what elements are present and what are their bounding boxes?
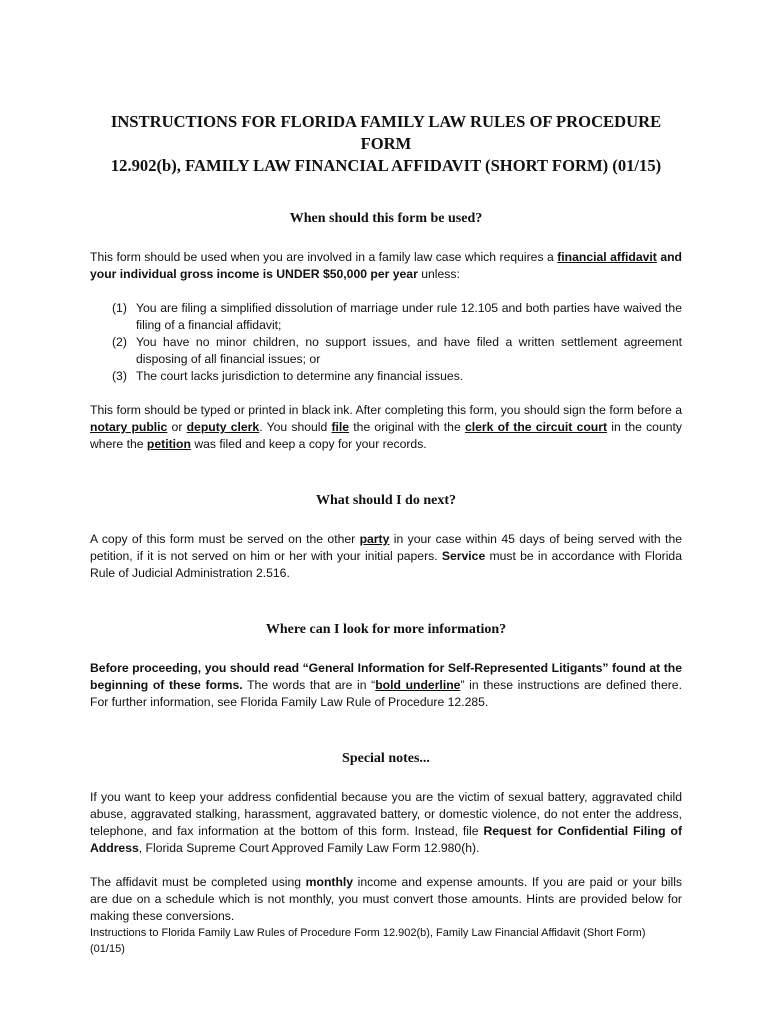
confidential-text-1: If you want to keep your address confidential because you are the victim of sexual battery, aggravated child abuse, aggravated stalking, harassment, aggravated battery, or domestic violence, do not enter the address, telephone, and fax information at the bottom of this form. Instead, file [90,790,682,838]
next-paragraph [90,531,682,582]
next-text-2: in your case within 45 days of being served with the petition, if it is not served on him or her with your initial papers. [90,532,683,563]
filing-text-3: . You should [259,420,332,434]
list-item [112,368,682,385]
next-text-3: must be in accordance with Florida Rule of Judicial Administration 2.516. [90,549,682,580]
heading-when-used: When should this form be used? [289,211,483,226]
exceptions-list [90,300,682,385]
info-text-1: The words that are in “ [242,678,376,692]
term-bold-underline: bold underline [375,678,461,692]
term-request-confidential-filing: Request for Confidential Filing of Address [90,824,682,855]
monthly-text-2: income and expense amounts. If you are paid or your bills are due on a schedule which is not monthly, you must convert those amounts. Hints are provided below for making these conversions. [90,875,682,923]
monthly-text-1: The affidavit must be completed using [90,875,306,889]
filing-text-1: This form should be typed or printed in black ink. After completing this form, you should sign the form before a [90,403,682,417]
title-line-2: 12.902(b), FAMILY LAW FINANCIAL AFFIDAVIT (SHORT FORM) (01/15) [110,156,662,175]
heading-more-information: Where can I look for more information? [265,622,507,637]
list-item [112,300,682,334]
term-financial-affidavit: financial affidavit [557,250,657,264]
list-item-text: You have no minor children, no support issues, and have filed a written settlement agreement disposing of all financial issues; or [136,335,682,366]
term-clerk-of-circuit-court: clerk of the circuit court [464,420,608,434]
list-item-number: (3) [112,369,127,383]
info-bold-text: Before proceeding, you should read “General Information for Self-Represented Litigants” found at the beginning of these forms. [90,661,682,692]
list-item-text: You are filing a simplified dissolution of marriage under rule 12.105 and both parties have waived the filing of a financial affidavit; [136,301,682,332]
page-footer: Instructions to Florida Family Law Rules of Procedure Form 12.902(b), Family Law Financial Affidavit (Short Form) (01/15) [90,927,646,955]
confidential-text-2: , Florida Supreme Court Approved Family Law Form 12.980(h). [138,841,480,855]
intro-paragraph [90,249,682,283]
list-item-number: (2) [112,335,127,349]
heading-what-next: What should I do next? [315,493,457,508]
term-service: Service [441,549,486,563]
list-item-text: The court lacks jurisdiction to determine any financial issues. [136,369,464,383]
information-paragraph [90,660,682,711]
term-monthly: monthly [305,875,354,889]
next-text-1: A copy of this form must be served on the other [90,532,360,546]
filing-text-5: in the county where the [90,420,682,451]
monthly-paragraph [90,874,682,925]
title-line-1: INSTRUCTIONS FOR FLORIDA FAMILY LAW RULES OF PROCEDURE FORM [110,112,662,153]
intro-text-1: This form should be used when you are involved in a family law case which requires a [90,250,558,264]
term-petition: petition [146,437,191,451]
heading-special-notes: Special notes... [342,751,430,766]
list-item-number: (1) [112,301,127,315]
filing-text-6: was filed and keep a copy for your records. [190,437,427,451]
info-text-2: ” in these instructions are defined there. For further information, see Florida Family Law Rule of Procedure 12.285. [90,678,682,709]
term-file: file [331,420,350,434]
term-deputy-clerk: deputy clerk [186,420,260,434]
term-notary-public: notary public [90,420,168,434]
document-title [90,111,682,177]
intro-text-2: unless: [417,267,460,281]
filing-text-4: the original with the [349,420,465,434]
filing-text-2: or [167,420,187,434]
income-condition: and your individual gross income is UNDER $50,000 per year [90,250,682,281]
filing-paragraph [90,402,682,453]
list-item [112,334,682,368]
confidential-paragraph [90,789,682,857]
term-party: party [359,532,390,546]
